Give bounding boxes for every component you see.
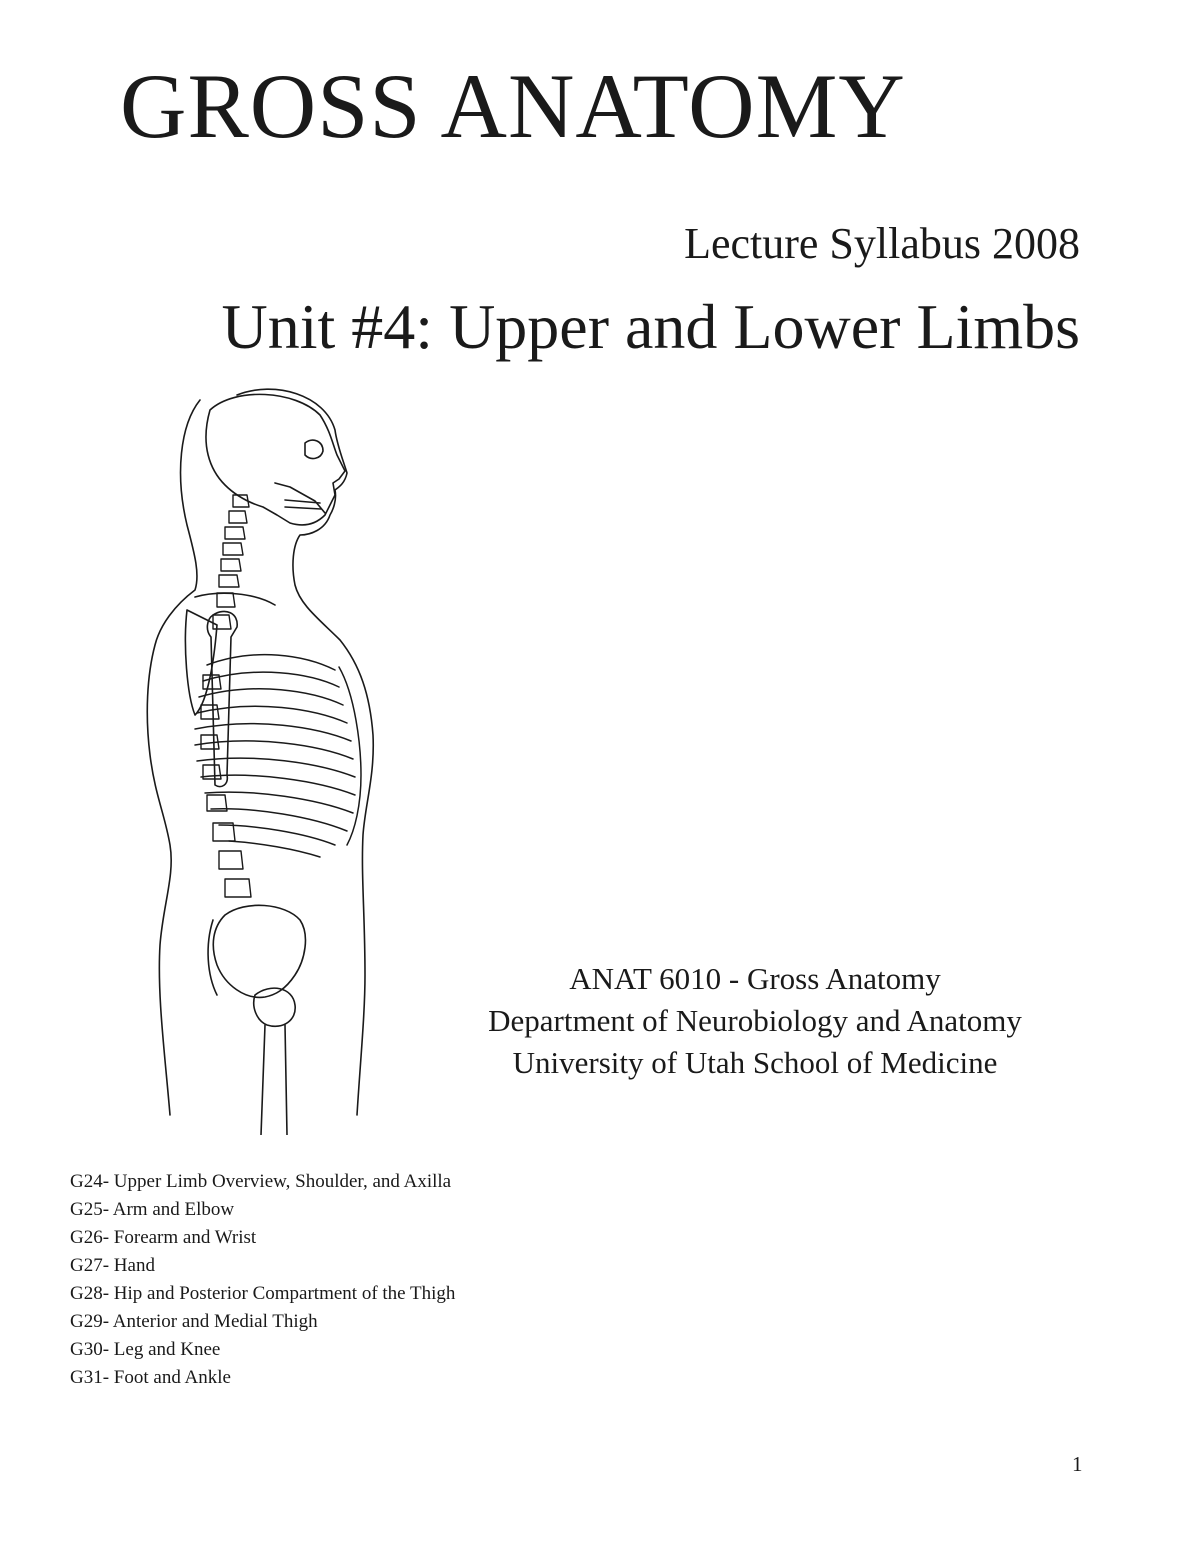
department: Department of Neurobiology and Anatomy (488, 1003, 1022, 1038)
pelvis (213, 905, 305, 997)
list-item: G27- Hand (70, 1255, 155, 1276)
skull (206, 394, 345, 525)
course-info (440, 958, 1070, 1084)
thoracic-lumbar-spine (201, 593, 251, 897)
back-outline (147, 400, 200, 1115)
list-item: G28- Hip and Posterior Compartment of the Thigh (70, 1283, 456, 1304)
list-item: G25- Arm and Elbow (70, 1199, 235, 1220)
document-title: GROSS ANATOMY (120, 55, 906, 157)
skeleton-side-view-icon (125, 375, 395, 1135)
humerus (207, 611, 237, 786)
unit-title: Unit #4: Upper and Lower Limbs (221, 291, 1080, 362)
list-item: G26- Forearm and Wrist (70, 1227, 257, 1248)
list-item: G30- Leg and Knee (70, 1339, 221, 1360)
femur-shaft (261, 1025, 287, 1135)
course-code: ANAT 6010 - Gross Anatomy (569, 961, 941, 996)
lecture-list (70, 1168, 455, 1392)
list-item: G31- Foot and Ankle (70, 1367, 231, 1388)
cervical-spine (219, 495, 249, 587)
syllabus-subtitle: Lecture Syllabus 2008 (684, 219, 1080, 268)
orbit (305, 440, 323, 458)
page-number: 1 (1072, 1452, 1083, 1476)
body-outline (237, 389, 373, 1115)
list-item: G24- Upper Limb Overview, Shoulder, and Axilla (70, 1171, 452, 1192)
university: University of Utah School of Medicine (512, 1045, 998, 1080)
list-item: G29- Anterior and Medial Thigh (70, 1311, 318, 1332)
